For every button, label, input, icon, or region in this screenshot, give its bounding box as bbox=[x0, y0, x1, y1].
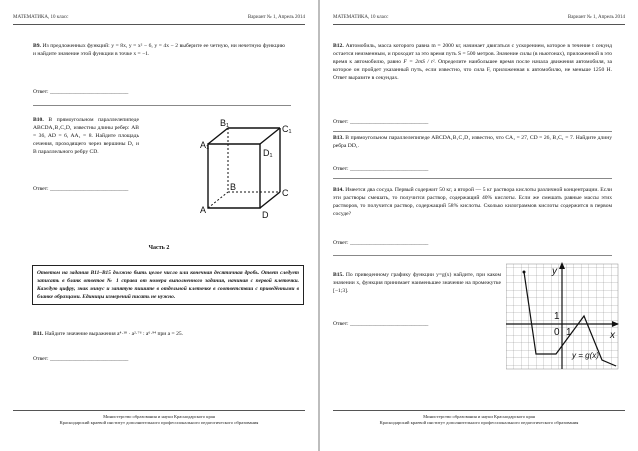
footer-rule bbox=[333, 410, 625, 411]
vertex-label-d: D bbox=[262, 210, 269, 220]
task-number: B14. bbox=[333, 187, 344, 193]
function-label: y = g(x) bbox=[572, 351, 599, 360]
task-text: Найдите значение выражения a⁴·¹⁸ · a²·⁷⁶ : a⁶·⁹⁴ при a = 25. bbox=[44, 331, 184, 337]
vertex-label-a1: A₁ bbox=[200, 140, 210, 150]
force-formula: F = 2mS / t² bbox=[403, 59, 435, 65]
vertex-label-d1: D₁ bbox=[263, 148, 273, 158]
section-separator bbox=[333, 255, 612, 256]
header-variant: Вариант № 1, Апрель 2014 bbox=[567, 15, 625, 20]
task-number: B13. bbox=[333, 135, 344, 141]
header-subject: МАТЕМАТИКА, 10 класс bbox=[13, 15, 69, 20]
vertex-label-c: C bbox=[282, 188, 289, 198]
header-rule bbox=[333, 24, 625, 25]
task-number: B12. bbox=[333, 43, 344, 49]
task-text: Из предложенных функций: y = 8x, y = x² − 6, y = 4x − 2 выберите ее четную, ни нечетную функцию и найдите значение этой функции в точке x = −1. bbox=[33, 43, 286, 57]
answer-line: Ответ: ____________________________ bbox=[333, 166, 429, 172]
header-rule bbox=[13, 24, 305, 25]
answer-line: Ответ: ____________________________ bbox=[33, 356, 129, 362]
task-text: Имеется два сосуда. Первый содержит 50 кг, а второй — 5 кг раствора кислоты различной концентрации. Если эти растворы смешать, то получится раствор, содержащий 40% кислоты. Если же смешать равные массы этих растворов, то получится раствор, содержащий 58% кислоты. Сколько килограммов кислоты содержится в первом сосуде? bbox=[333, 187, 612, 217]
task-b10 bbox=[33, 116, 139, 156]
right-page bbox=[320, 0, 638, 451]
task-b9 bbox=[33, 42, 285, 58]
task-b13 bbox=[333, 134, 612, 150]
part-2-title: Часть 2 bbox=[148, 245, 170, 251]
header-subject: МАТЕМАТИКА, 10 класс bbox=[333, 15, 389, 20]
task-number: B11. bbox=[33, 331, 44, 337]
task-b15 bbox=[333, 271, 501, 295]
section-separator bbox=[333, 131, 612, 132]
task-text: В прямоугольном параллелепипеде ABCDA₁B₁C₁D₁ известны длины ребер: AB = 36, AD = 6, AA₁ = 8. Найдите площадь сечения, проходящего через вершины D₁ и B параллельного ребру CD. bbox=[33, 117, 139, 155]
task-text: В прямоугольном параллелепипеде ABCDA₁B₁C₁D₁ известно, что CA₁ = 27, CD = 26, B₁C₁ = 7. Найдите длину ребра DD₁. bbox=[333, 135, 613, 149]
footer-rule bbox=[13, 410, 305, 411]
vertex-label-b1: B₁ bbox=[220, 118, 230, 128]
left-page bbox=[0, 0, 318, 451]
answer-line: Ответ: ____________________________ bbox=[33, 89, 129, 95]
x-axis-label: x bbox=[610, 330, 615, 341]
answer-line: Ответ: ____________________________ bbox=[333, 119, 429, 125]
section-separator bbox=[333, 178, 612, 179]
task-b11 bbox=[33, 330, 285, 338]
header-variant: Вариант № 1, Апрель 2014 bbox=[247, 15, 305, 20]
y-unit-label: 1 bbox=[554, 311, 560, 322]
y-axis-label: y bbox=[552, 266, 557, 277]
footer-institute: Краснодарский краевой институт дополнительного профессионального педагогического образования bbox=[379, 420, 579, 425]
footer-ministry: Министерство образования и науки Краснодарского края bbox=[103, 414, 215, 419]
parallelepiped-figure bbox=[196, 112, 296, 222]
page-header bbox=[13, 15, 305, 20]
footer-ministry: Министерство образования и науки Краснодарского края bbox=[423, 414, 535, 419]
function-graph bbox=[506, 260, 620, 370]
vertex-label-b: B bbox=[230, 182, 237, 192]
task-b12 bbox=[333, 42, 612, 82]
footer bbox=[13, 414, 305, 426]
answer-line: Ответ: ____________________________ bbox=[333, 240, 429, 246]
task-text-cont: . Определите наибольшее время после начала движения автомобиля, за которое он пройдет указанный путь, если известно, что сила F, приложенная к автомобилю, не меньше 1250 Н. Ответ выразите в секундах. bbox=[333, 59, 613, 81]
task-b14 bbox=[333, 186, 612, 218]
x-unit-label: 1 bbox=[566, 327, 572, 338]
task-number: B9. bbox=[33, 43, 41, 49]
origin-label: 0 bbox=[554, 327, 560, 338]
page-header bbox=[333, 15, 625, 20]
task-number: B10. bbox=[33, 117, 44, 123]
footer-institute: Краснодарский краевой институт дополнительного профессионального педагогического образования bbox=[59, 420, 259, 425]
vertex-label-c1: C₁ bbox=[282, 124, 292, 134]
instructions-box: Ответом на задания B11–B15 должно быть целое число или конечная десятичная дробь. Ответ следует записать в бланк ответов № 1 справа от номера выполненного задания, начиная с первой клеточки. Каждую цифру, знак минус и запятую пишите в отдельной клеточке в соответствии с приведёнными в бланке образцами. Единицы измерений писать не нужно. bbox=[32, 265, 304, 305]
task-number: B15. bbox=[333, 272, 344, 278]
task-text: По приведенному графику функции y=g(x) найдите, при каком значении x, функция принимает наименьшее значение на промежутке [−1;3]. bbox=[333, 272, 501, 294]
footer bbox=[333, 414, 625, 426]
answer-line: Ответ: ____________________________ bbox=[333, 321, 429, 327]
section-separator bbox=[33, 105, 291, 106]
answer-line: Ответ: ____________________________ bbox=[33, 186, 129, 192]
curve-endpoint bbox=[523, 271, 526, 274]
task-text: Автомобиль, масса которого равна m = 2000 кг, начинает двигаться с ускорением, которое в течение t секунд остается неизменным, и проходит за это время путь S = 500 метров. Значение силы (в ньютонах), приложенной в это время к автомобилю, равно bbox=[333, 43, 613, 65]
vertex-label-a: A bbox=[200, 205, 207, 215]
